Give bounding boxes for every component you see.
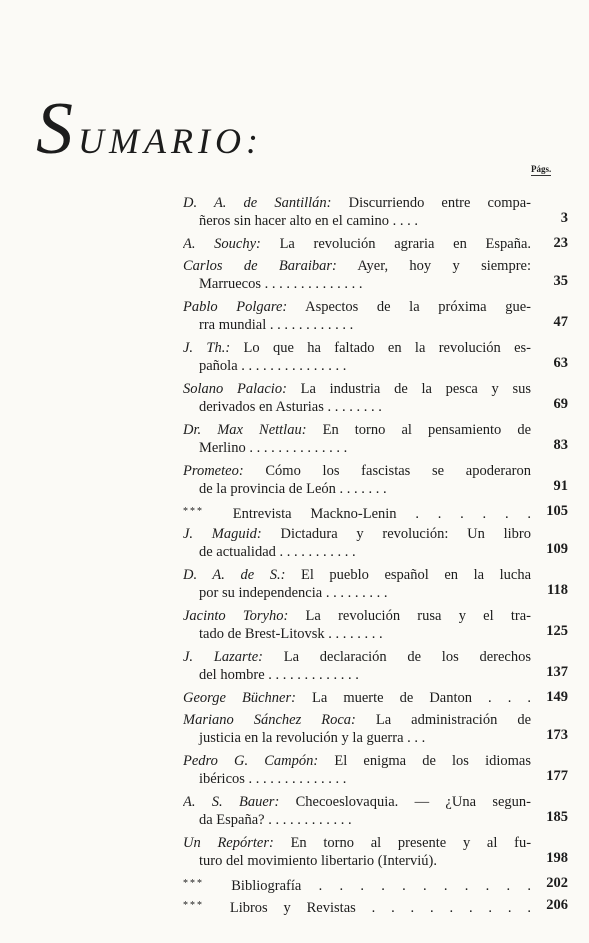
- toc-entry-line: [183, 752, 531, 770]
- toc-title-continuation: derivados en Asturias . . . . . . . .: [199, 399, 382, 415]
- toc-title: La muerte de Danton . . .: [311, 690, 531, 706]
- toc-entry: [183, 257, 571, 298]
- anonymous-marker: ***: [183, 900, 204, 911]
- toc-title-continuation: rra mundial . . . . . . . . . . . .: [199, 317, 354, 333]
- toc-author: A. S. Bauer:: [183, 794, 280, 810]
- toc-entry-line: [183, 421, 531, 439]
- toc-entry-line: [183, 298, 531, 316]
- toc-title: Lo que ha faltado en la revolución es-: [243, 340, 531, 356]
- toc-entry: [183, 793, 571, 834]
- toc-author: D. A. de Santillán:: [183, 195, 332, 211]
- toc-page-number: 63: [553, 355, 568, 371]
- toc-page-number: 177: [546, 768, 568, 784]
- toc-entry-line: [183, 689, 531, 707]
- toc-entry-line: [183, 194, 531, 212]
- toc-title: El enigma de los idiomas: [334, 753, 531, 769]
- toc-author: Carlos de Baraibar:: [183, 258, 337, 274]
- toc-page-number: 137: [546, 664, 568, 680]
- toc-entry-line: [183, 525, 531, 543]
- toc-entry: [183, 339, 571, 380]
- toc-title: Discurriendo entre compa-: [348, 195, 531, 211]
- toc-entry-line: [183, 793, 531, 811]
- toc-entry: [183, 607, 571, 648]
- toc-title: El pueblo español en la lucha: [300, 567, 531, 583]
- toc-entry: [183, 897, 571, 919]
- toc-page-number: 198: [546, 850, 568, 866]
- toc-title: La revolución rusa y el tra-: [305, 608, 531, 624]
- toc-title-continuation: ñeros sin hacer alto en el camino . . . .: [199, 213, 419, 229]
- toc-entry: [183, 421, 571, 462]
- toc-title: La industria de la pesca y sus: [300, 381, 531, 397]
- toc-page-number: 125: [546, 623, 568, 639]
- title-initial: S: [36, 88, 78, 170]
- toc-title: Entrevista Mackno-Lenin . . . . . .: [232, 506, 531, 521]
- toc-page-number: 109: [546, 541, 568, 557]
- toc-page-number: 91: [553, 478, 568, 494]
- toc-title-continuation: tado de Brest-Litovsk . . . . . . . .: [199, 626, 383, 642]
- toc-title-continuation: Marruecos . . . . . . . . . . . . . .: [199, 276, 363, 292]
- toc-entry: [183, 711, 571, 752]
- toc-author: Dr. Max Nettlau:: [183, 422, 307, 438]
- toc-author: George Büchner:: [183, 690, 296, 706]
- toc-entry: [183, 503, 571, 525]
- toc-author: J. Lazarte:: [183, 649, 263, 665]
- toc-title: Aspectos de la próxima gue-: [305, 299, 531, 315]
- toc-title: Dictadura y revolución: Un libro: [280, 526, 531, 542]
- toc-title-continuation: ibéricos . . . . . . . . . . . . . .: [199, 771, 347, 787]
- toc-page-number: 83: [553, 437, 568, 453]
- toc-entry: [183, 380, 571, 421]
- toc-entry: [183, 875, 571, 897]
- toc-author: Un Repórter:: [183, 835, 274, 851]
- toc-title: Libros y Revistas . . . . . . . . .: [229, 900, 531, 915]
- anonymous-marker: ***: [183, 878, 204, 889]
- toc-entry-line: [183, 462, 531, 480]
- toc-title: Cómo los fascistas se apoderaron: [265, 463, 531, 479]
- toc-page-number: 149: [546, 689, 568, 705]
- toc-entry: [183, 834, 571, 875]
- toc-entry-line: [183, 566, 531, 584]
- toc-page-number: 185: [546, 809, 568, 825]
- toc-entry: [183, 235, 571, 257]
- toc-title-continuation: pañola . . . . . . . . . . . . . . .: [199, 358, 347, 374]
- toc-title: Ayer, hoy y siempre:: [357, 258, 531, 274]
- toc-title-continuation: justicia en la revolución y la guerra . . .: [199, 730, 426, 746]
- toc-title: La declaración de los derechos: [283, 649, 531, 665]
- pages-column-label: Págs.: [531, 164, 552, 174]
- toc-entry-line: [183, 607, 531, 625]
- toc-entry-line: [183, 503, 531, 521]
- anonymous-marker: ***: [183, 506, 204, 517]
- toc-title-continuation: Merlino . . . . . . . . . . . . . .: [199, 440, 348, 456]
- toc-author: A. Souchy:: [183, 236, 261, 252]
- toc-author: Pablo Polgare:: [183, 299, 288, 315]
- toc-entry: [183, 462, 571, 503]
- toc-entry-line: [183, 834, 531, 852]
- toc-page-number: 118: [547, 582, 568, 598]
- toc-entry-line: [183, 257, 531, 275]
- toc-entry: [183, 298, 571, 339]
- toc-title: La administración de: [375, 712, 531, 728]
- toc-entry: [183, 194, 571, 235]
- toc-page-number: 47: [553, 314, 568, 330]
- table-of-contents: [183, 194, 571, 919]
- toc-author: Pedro G. Campón:: [183, 753, 319, 769]
- toc-page-number: 105: [546, 503, 568, 519]
- toc-author: Solano Palacio:: [183, 381, 287, 397]
- toc-entry: [183, 566, 571, 607]
- toc-title: Checoeslovaquia. — ¿Una segun-: [295, 794, 531, 810]
- toc-entry-line: [183, 380, 531, 398]
- title-rest: UMARIO:: [78, 121, 263, 161]
- toc-title: En torno al presente y al fu-: [290, 835, 531, 851]
- toc-author: Mariano Sánchez Roca:: [183, 712, 356, 728]
- toc-entry: [183, 752, 571, 793]
- toc-author: Jacinto Toryho:: [183, 608, 289, 624]
- toc-page-number: 206: [546, 897, 568, 913]
- toc-title-continuation: de actualidad . . . . . . . . . . .: [199, 544, 356, 560]
- toc-author: D. A. de S.:: [183, 567, 286, 583]
- toc-entry-line: [183, 339, 531, 357]
- toc-entry-line: [183, 897, 531, 915]
- toc-entry-line: [183, 711, 531, 729]
- toc-entry: [183, 648, 571, 689]
- toc-title-continuation: por su independencia . . . . . . . . .: [199, 585, 388, 601]
- toc-title-continuation: turo del movimiento libertario (Interviú).: [199, 853, 437, 869]
- toc-entry-line: [183, 235, 531, 253]
- toc-title-continuation: de la provincia de León . . . . . . .: [199, 481, 387, 497]
- page-title: [36, 88, 263, 170]
- toc-author: Prometeo:: [183, 463, 244, 479]
- toc-author: J. Maguid:: [183, 526, 262, 542]
- toc-title-continuation: da España? . . . . . . . . . . . .: [199, 812, 352, 828]
- toc-page-number: 35: [553, 273, 568, 289]
- toc-entry-line: [183, 648, 531, 666]
- toc-entry: [183, 689, 571, 711]
- toc-page-number: 23: [553, 235, 568, 251]
- toc-page-number: 69: [553, 396, 568, 412]
- toc-title: En torno al pensamiento de: [322, 422, 531, 438]
- toc-author: J. Th.:: [183, 340, 231, 356]
- toc-page-number: 3: [560, 210, 568, 226]
- toc-page-number: 173: [546, 727, 568, 743]
- toc-entry: [183, 525, 571, 566]
- toc-title: Bibliografía . . . . . . . . . . .: [231, 878, 531, 893]
- toc-entry-line: [183, 875, 531, 893]
- toc-title: La revolución agraria en España.: [279, 236, 531, 252]
- toc-page-number: 202: [546, 875, 568, 891]
- toc-title-continuation: del hombre . . . . . . . . . . . . .: [199, 667, 359, 683]
